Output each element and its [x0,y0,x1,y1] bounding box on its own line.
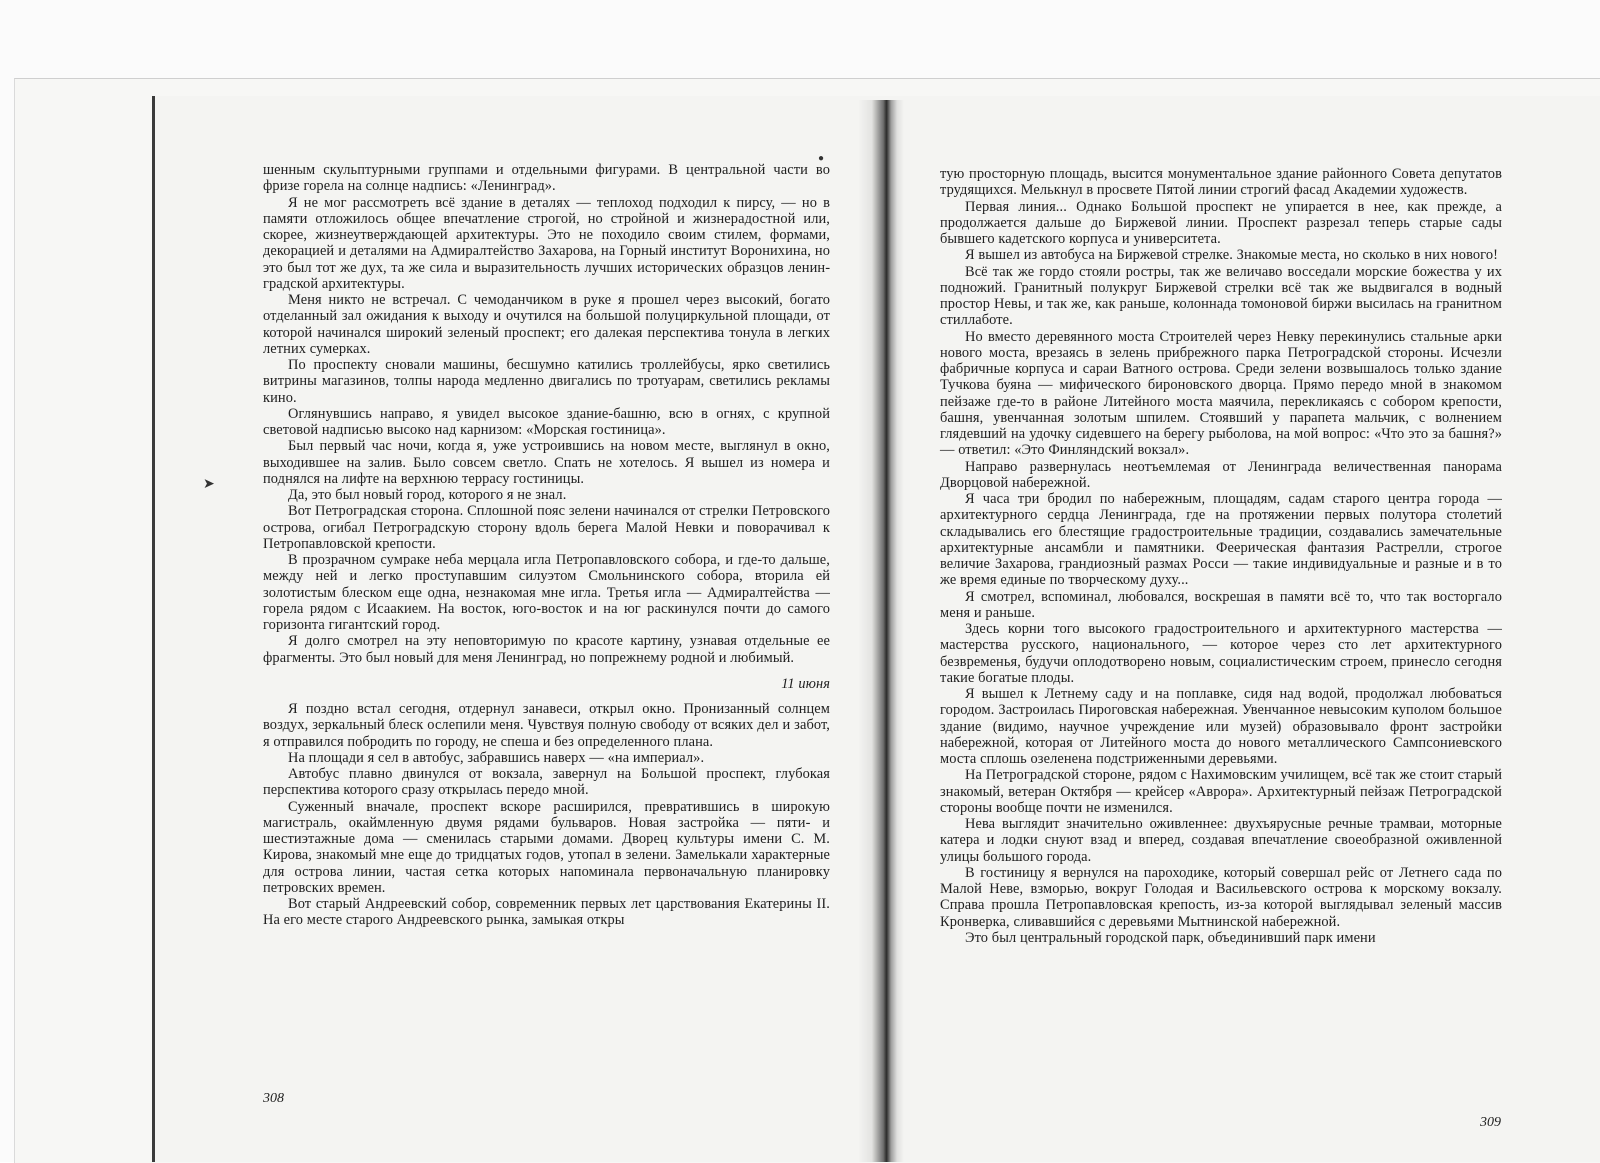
speck-mark-icon: ● [818,153,825,164]
paragraph: По проспекту сновали машины, бесшумно катились троллейбусы, ярко светились витрины магазинов, толпы народа медленно двигались по тротуарам, светились рекламы кино. [263,357,830,406]
right-page-text [940,166,1502,946]
paragraph: Но вместо деревянного моста Строителей через Невку перекинулись стальные арки нового моста, врезаясь в зелень прибрежного парка Петроградской стороны. Исчезли фабричные корпуса и сараи Ватного острова. Среди зелени возвышалось только здание Тучкова буяна — мифического бироновского дворца. Прямо передо мной в знакомом пейзаже где-то в районе Литейного моста маячила, перекликаясь с собором крепости, башня, увенчанная золотым шпилем. Стоявший у парапета мальчик, с волнением глядевший на удочку сидевшего на берегу рыболова, на мой вопрос: «Что это за башня?» — ответил: «Это Финляндский вокзал». [940,328,1502,459]
paragraph: На площади я сел в автобус, забравшись наверх — «на империал». [288,749,705,766]
paragraph: Нева выглядит значительно оживленнее: двухъярусные речные трамваи, моторные катера и лодки снуют взад и вперед, создавая впечатление своеобразной оживленной улицы большого города. [940,816,1502,865]
diary-date: 11 июня [781,675,830,692]
paragraph: Я часа три бродил по набережным, площадям, садам старого центра города — архитектурного сердца Ленинграда, где на протяжении первых полутора столетий складывались его блестящие градостроительные традиции, создавались замечательные архитектурные ансамбли и памятники. Феерическая фантазия Растрелли, строгое величие Захарова, грандиозный размах Росси — такие индивидуальные и разные и в то же время единые по творческому духу... [940,491,1502,589]
page-number-right: 309 [1480,1115,1501,1130]
paragraph: Всё так же гордо стояли ростры, так же величаво восседали морские божества у их подножий. Гранитный полукруг Биржевой стрелки всё так же выдвигался в водный простор Невы, и так же, как раньше, колоннада томоновой биржи высилась на гранитном стиллаботе. [940,263,1502,329]
paragraph: Вот старый Андреевский собор, современник первых лет царствования Екатерины II. На его месте старого Андреевского рынка, замыкая откры [263,896,830,929]
paragraph: Суженный вначале, проспект вскоре расширился, превратившись в широкую магистраль, окаймленную двумя рядами бульваров. Новая застройка — пяти- и шестиэтажные дома — сменилась старыми домами. Дворец культуры имени С. М. Кирова, знакомый мне еще до тридцатых годов, утопал в зелени. Замелькали характерные для острова линии, частая сетка которых напоминала первоначальную планировку петровских времен. [263,798,830,896]
paragraph: шенным скульптурными группами и отдельными фигурами. В центральной части во фризе горела на солнце надпись: «Ленинград». [263,162,830,195]
paragraph: Меня никто не встречал. С чемоданчиком в руке я прошел через высокий, богато отделанный зал ожидания к выходу и очутился на большой полуциркульной площади, от которой начинался широкий зеленый проспект; его далекая перспектива тонула в легких летних сумерках. [263,292,830,357]
margin-mark-icon: ➤ [203,477,215,492]
paragraph: Я вышел к Летнему саду и на поплавке, сидя над водой, продолжал любоваться городом. Застроилась Пироговская набережная. Увенчанное невысоким куполом большое здание (видимо, научное учреждение или музей) образовывало фронт застройки набережной, которая от Литейного моста до нового металлического Сампсониевского моста сплошь озеленена подстриженными деревьями. [940,686,1502,767]
paragraph: Да, это был новый город, которого я не знал. [288,487,567,503]
paragraph: Я долго смотрел на эту неповторимую по красоте картину, узнавая отдельные ее фрагменты. Это был новый для меня Ленинград, но попрежнему родной и любимый. [263,633,830,666]
paragraph: В прозрачном сумраке неба мерцала игла Петропавловского собора, и где-то дальше, между ней и легко проступавшим силуэтом Смольнинского собора, вторила ей золотистым блеском еще одна, незнакомая мне игла. Третья игла — Адмиралтейства — горела рядом с Исаакием. На восток, юго-восток и на юг раскинулся почти до самого горизонта гигантский город. [263,552,830,633]
paragraph: На Петроградской стороне, рядом с Нахимовским училищем, всё так же стоит старый знакомый, ветеран Октября — крейсер «Аврора». Архитектурный пейзаж Петроградской стороны вообще почти не изменился. [940,767,1502,816]
paragraph: Я поздно встал сегодня, отдернул занавеси, открыл окно. Пронизанный солнцем воздух, зеркальный блеск ослепили меня. Чувствуя полную свободу от всяких дел и забот, я отправился побродить по городу, не спеша и без определенного плана. [263,701,830,750]
paragraph: тую просторную площадь, высится монументальное здание районного Совета депутатов трудящихся. Мелькнул в просвете Пятой линии строгий фасад Академии художеств. [940,166,1502,199]
paragraph: Я смотрел, вспоминал, любовался, воскрешая в памяти всё то, что так восторгало меня и раньше. [940,588,1502,621]
paragraph: Оглянувшись направо, я увидел высокое здание-башню, всю в огнях, с крупной световой надписью высоко над карнизом: «Морская гостиница». [263,405,830,438]
paragraph: Автобус плавно двинулся от вокзала, завернул на Большой проспект, глубокая перспектива которого сразу открылась передо мной. [263,766,830,799]
paragraph: Направо развернулась неотъемлемая от Ленинграда величественная панорама Дворцовой набережной. [940,458,1502,491]
left-page-text [263,162,830,929]
paragraph: Первая линия... Однако Большой проспект не упирается в нее, как прежде, а продолжается дальше до Биржевой линии. Проспект разрезал теперь старые сады бывшего кадетского корпуса и университета. [940,198,1502,247]
paragraph: Здесь корни того высокого градостроительного и архитектурного мастерства — мастерства русского, национального, — которое через сто лет архитектурного безвременья, будучи оплодотворено новым, социалистическим строем, принесло сегодня такие богатые плоды. [940,621,1502,686]
book-spine-shadow [858,100,904,1162]
paragraph: В гостиницу я вернулся на пароходике, который совершал рейс от Летнего сада по Малой Неве, взморью, вокруг Голодая и Васильевского острова к морскому вокзалу. Справа прошла Петропавловская крепость, из-за которой выглядывал зеленый массив Кронверка, сливавшийся с деревьями Мытнинской набережной. [940,864,1502,930]
paragraph: Это был центральный городской парк, объединивший парк имени [965,929,1376,946]
paragraph: Я не мог рассмотреть всё здание в деталях — теплоход подходил к пирсу, — но в памяти отложилось общее впечатление строгой, но стройной и жизнерадостной или, скорее, жизнеутверждающей архитектуры. Это не походило своим стилем, формами, декорацией и деталями на Адмиралтейство Захарова, на Горный институт Воронихина, но это был тот же дух, та же сила и выразительность лучших исторических образцов ленинградской архитектуры. [263,194,830,292]
paragraph: Был первый час ночи, когда я, уже устроившись на новом месте, выглянул в окно, выходившее на залив. Было совсем светло. Спать не хотелось. Я вышел из номера и поднялся на лифте на верхнюю террасу гостиницы. [263,438,830,487]
paragraph: Вот Петроградская сторона. Сплошной пояс зелени начинался от стрелки Петровского острова, огибал Петроградскую сторону вдоль берега Малой Невки и поворачивал к Петропавловской крепости. [263,503,830,552]
paragraph: Я вышел из автобуса на Биржевой стрелке. Знакомые места, но сколько в них нового! [965,247,1499,264]
page-number-left: 308 [263,1091,284,1106]
